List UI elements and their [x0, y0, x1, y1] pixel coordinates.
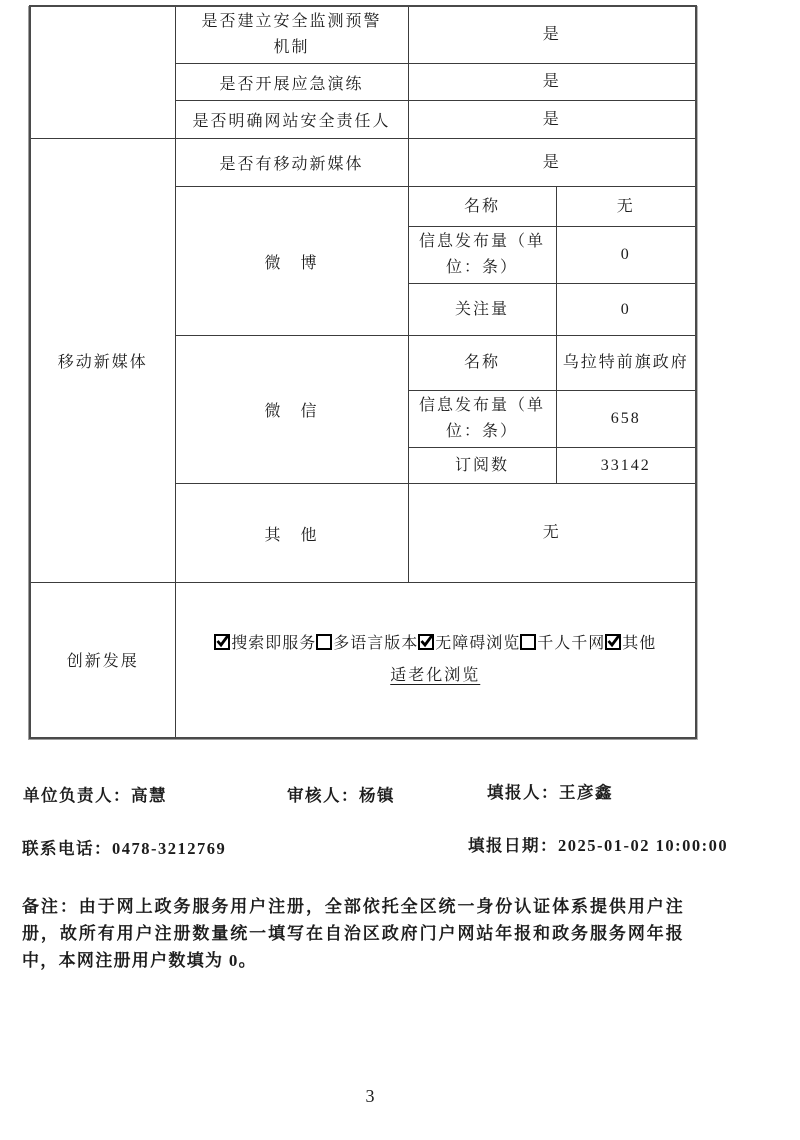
wechat-name-value: 乌拉特前旗政府 — [556, 336, 696, 391]
weibo-label: 微 博 — [175, 187, 408, 336]
wechat-subscribers-label: 订阅数 — [408, 448, 556, 484]
weibo-followers-label: 关注量 — [408, 284, 556, 336]
weibo-name-value: 无 — [556, 187, 696, 227]
checkbox-option-label: 其他 — [622, 635, 657, 653]
emergency-drill-label: 是否开展应急演练 — [175, 64, 408, 101]
innovation-other-detail: 适老化浏览 — [390, 667, 481, 685]
security-owner-label: 是否明确网站安全责任人 — [175, 101, 408, 139]
checkbox-option-label: 搜索即服务 — [231, 635, 317, 653]
checkbox-option-3[interactable] — [520, 635, 605, 652]
checkbox-option-label: 多语言版本 — [333, 635, 419, 653]
wechat-posts-label: 信息发布量（单位：条） — [408, 391, 556, 448]
weibo-posts-label: 信息发布量（单位：条） — [408, 227, 556, 284]
wechat-subscribers-value: 33142 — [556, 448, 696, 484]
unit-head: 单位负责人：高慧 — [23, 786, 167, 805]
checkbox-option-label: 无障碍浏览 — [435, 635, 521, 653]
checkbox-checked-icon[interactable] — [605, 634, 621, 650]
checkbox-option-1[interactable] — [316, 635, 418, 652]
checkbox-option-label: 千人千网 — [537, 635, 606, 653]
checkbox-checked-icon[interactable] — [214, 634, 230, 650]
wechat-posts-value: 658 — [556, 391, 696, 448]
weibo-name-label: 名称 — [408, 187, 556, 227]
mobile-media-section-label: 移动新媒体 — [30, 139, 175, 583]
checkbox-option-2[interactable] — [418, 635, 520, 652]
checkbox-option-0[interactable] — [214, 635, 316, 652]
page-number: 3 — [365, 1086, 375, 1106]
reviewer: 审核人：杨镇 — [287, 786, 395, 805]
innovation-content-cell — [175, 583, 696, 738]
checkbox-unchecked-icon[interactable] — [316, 634, 332, 650]
innovation-options-line — [182, 627, 690, 660]
wechat-label: 微 信 — [175, 336, 408, 484]
security-monitor-value: 是 — [408, 6, 696, 64]
security-section-label-cell — [30, 6, 175, 139]
wechat-name-label: 名称 — [408, 336, 556, 391]
emergency-drill-value: 是 — [408, 64, 696, 101]
checkbox-unchecked-icon[interactable] — [520, 634, 536, 650]
security-monitor-label: 是否建立安全监测预警机制 — [201, 13, 382, 56]
security-owner-value: 是 — [408, 101, 696, 139]
security-monitor-label-cell — [175, 6, 408, 64]
weibo-followers-value: 0 — [556, 284, 696, 336]
remark-note: 备注：由于网上政务服务用户注册，全部依托全区统一身份认证体系提供用户注册，故所有用户注册数量统一填写在自治区政府门户网站年报和政务服务网年报中，本网注册用户数填为 0。 — [22, 897, 684, 970]
checkbox-option-4[interactable] — [605, 635, 656, 652]
report-date: 填报日期：2025-01-02 10:00:00 — [468, 836, 729, 855]
weibo-posts-value: 0 — [556, 227, 696, 284]
preparer: 填报人：王彦鑫 — [487, 783, 613, 802]
innovation-section-label: 创新发展 — [30, 583, 175, 738]
has-mobile-media-value: 是 — [408, 139, 696, 187]
contact-phone: 联系电话：0478-3212769 — [22, 839, 227, 858]
annual-report-table — [29, 5, 697, 739]
other-media-value: 无 — [408, 484, 696, 583]
other-media-label: 其 他 — [175, 484, 408, 583]
checkbox-checked-icon[interactable] — [418, 634, 434, 650]
has-mobile-media-label: 是否有移动新媒体 — [175, 139, 408, 187]
